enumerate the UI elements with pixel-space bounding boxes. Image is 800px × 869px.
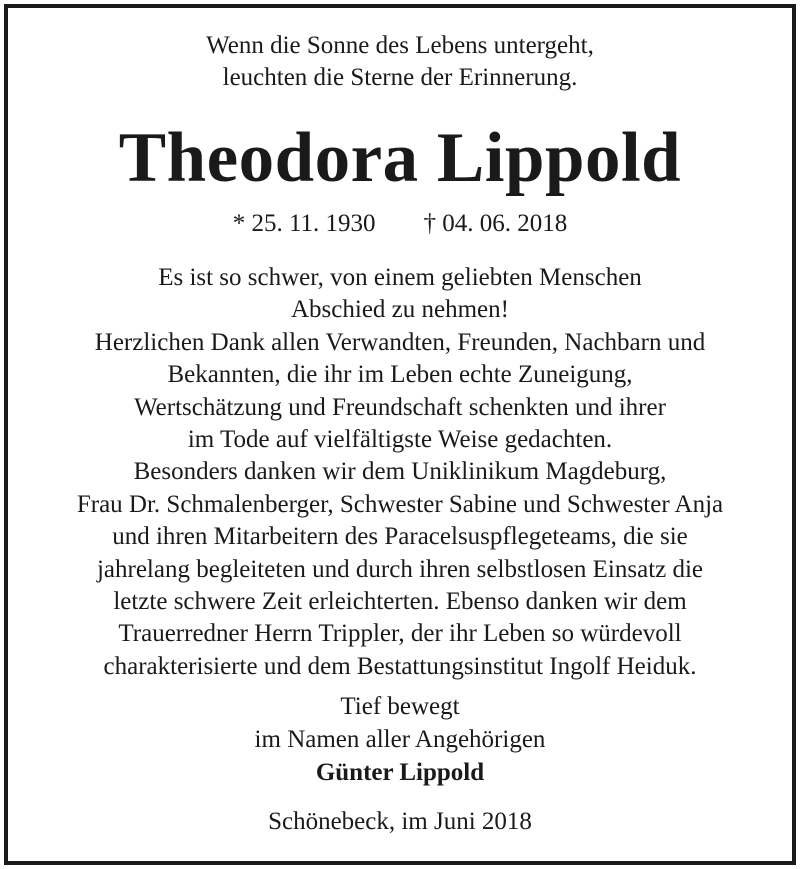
message-line: Abschied zu nehmen! (291, 296, 509, 324)
motto-line-2: leuchten die Sterne der Erinnerung. (222, 64, 578, 91)
message-line: Wertschätzung und Freundschaft schenkten und ihrer (134, 393, 666, 421)
place-date: Schönebeck, im Juni 2018 (268, 808, 532, 835)
message-line: Frau Dr. Schmalenberger, Schwester Sabine und Schwester Anja (76, 490, 724, 518)
message-line: jahrelang begleiteten und durch ihren selbstlosen Einsatz die (96, 555, 704, 583)
message-line: und ihren Mitarbeitern des Paracelsuspflegeteams, die sie (112, 523, 688, 551)
message-line: Bekannten, die ihr im Leben echte Zuneigung, (167, 361, 633, 389)
message-line: Es ist so schwer, von einem geliebten Menschen (158, 264, 642, 291)
life-dates (8, 208, 792, 240)
closing-line-2: im Namen aller Angehörigen (254, 726, 546, 753)
signer-name: Günter Lippold (315, 759, 485, 786)
motto (8, 30, 792, 94)
closing-line-1: Tief bewegt (340, 693, 460, 720)
birth-date: * 25. 11. 1930 (232, 210, 376, 237)
message-line: Trauerredner Herrn Trippler, der ihr Leben so würdevoll (118, 620, 682, 648)
closing-block (8, 690, 792, 789)
thanks-message (8, 262, 792, 683)
motto-line-1: Wenn die Sonne des Lebens untergeht, (206, 32, 594, 59)
death-date: † 04. 06. 2018 (423, 210, 568, 237)
message-line: im Tode auf vielfältigste Weise gedachten. (187, 426, 613, 454)
message-line: Besonders danken wir dem Uniklinikum Magdeburg, (133, 458, 667, 486)
message-line: letzte schwere Zeit erleichterten. Ebenso danken wir dem (113, 588, 687, 616)
message-line: Herzlichen Dank allen Verwandten, Freunden, Nachbarn und (94, 328, 706, 356)
message-line: charakterisierte und dem Bestattungsinstitut Ingolf Heiduk. (103, 652, 697, 680)
deceased-name: Theodora Lippold (118, 119, 682, 197)
